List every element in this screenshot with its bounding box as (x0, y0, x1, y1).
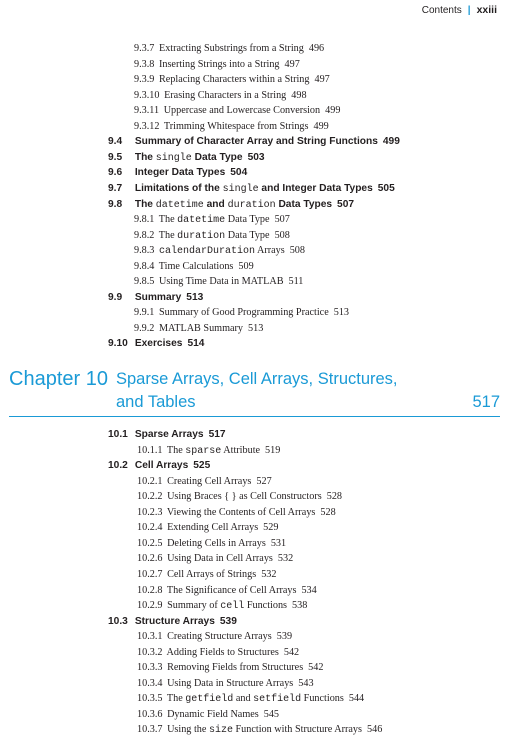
toc-entry-number: 9.3.7 (134, 43, 155, 54)
toc-entry-page: 511 (288, 276, 304, 288)
toc-subsection-entry[interactable] (137, 552, 293, 565)
toc-entry-page: 504 (230, 167, 248, 179)
toc-entry-page: 508 (289, 245, 305, 257)
toc-entry-page: 532 (277, 553, 294, 565)
toc-entry-title: The Significance of Cell Arrays (166, 584, 297, 596)
toc-entry-title: Data Type (225, 229, 270, 241)
toc-entry-code: size (208, 725, 233, 737)
toc-entry-title: The (134, 151, 156, 163)
toc-entry-page: 503 (247, 151, 265, 163)
toc-subsection-entry[interactable] (134, 58, 300, 71)
chapter-title-line1: Sparse Arrays, Cell Arrays, Structures, (116, 370, 398, 388)
toc-entry-number: 10.3.6 (137, 708, 163, 720)
toc-entry-page: 527 (256, 475, 272, 487)
toc-section-entry[interactable] (108, 151, 265, 165)
toc-entry-page: 542 (283, 646, 300, 658)
toc-section-entry[interactable] (108, 291, 203, 304)
toc-entry-page: 513 (333, 307, 350, 319)
toc-entry-title: Data Type (225, 214, 270, 226)
toc-entry-page: 497 (284, 58, 300, 70)
toc-entry-number: 10.3.1 (137, 631, 163, 643)
toc-entry-title: Adding Fields to Structures (166, 646, 279, 658)
toc-entry-title: Cell Arrays (134, 460, 189, 472)
toc-entry-number: 10.3.3 (137, 662, 163, 674)
toc-entry-title: Deleting Cells in Arrays (167, 537, 266, 549)
toc-subsection-entry[interactable] (137, 723, 382, 737)
toc-entry-title: Structure Arrays (134, 615, 215, 627)
toc-entry-page: 534 (301, 584, 317, 596)
toc-subsection-entry[interactable] (134, 229, 290, 243)
toc-subsection-entry[interactable] (134, 120, 329, 133)
toc-entry-title: Exercises (134, 338, 183, 350)
toc-entry-code: datetime (155, 199, 204, 211)
toc-entry-page: 513 (248, 322, 264, 334)
toc-entry-page: 507 (274, 214, 290, 226)
toc-entry-title: Attribute (221, 444, 261, 456)
toc-entry-number: 9.9 (108, 291, 123, 303)
toc-entry-page: 539 (219, 615, 237, 627)
toc-section-entry[interactable] (108, 198, 354, 212)
toc-entry-page: 498 (291, 89, 307, 101)
toc-entry-page: 497 (314, 74, 330, 86)
toc-entry-number: 9.3.8 (134, 58, 155, 70)
toc-entry-title: The (158, 214, 178, 226)
toc-entry-number: 9.8.2 (134, 229, 155, 241)
toc-entry-title: MATLAB Summary (158, 322, 244, 334)
running-header (422, 3, 497, 17)
toc-entry-code: calendarDuration (158, 246, 255, 258)
toc-entry-title: Extending Cell Arrays (167, 522, 259, 534)
toc-entry-page: 513 (186, 291, 204, 303)
toc-entry-title: The (166, 444, 186, 456)
toc-entry-title: and (233, 693, 254, 705)
toc-entry-number: 9.9.2 (134, 322, 155, 334)
toc-entry-number: 10.2.5 (137, 537, 163, 549)
toc-entry-code: getfield (185, 694, 234, 706)
toc-entry-title: Using the (167, 724, 209, 736)
toc-subsection-entry[interactable] (137, 568, 276, 581)
toc-entry-page: 499 (382, 136, 400, 148)
toc-entry-title: Dynamic Field Names (167, 708, 259, 720)
toc-entry-page: 525 (193, 460, 211, 472)
toc-entry-page: 532 (261, 568, 277, 580)
toc-entry-title: Using Time Data in MATLAB (158, 276, 284, 288)
toc-entry-title: Summary of Good Programming Practice (158, 307, 329, 319)
toc-entry-page: 544 (348, 693, 365, 705)
header-page-number: xxiii (476, 4, 497, 16)
toc-entry-number: 9.8.3 (134, 245, 155, 257)
toc-entry-number: 9.5 (108, 151, 123, 163)
toc-entry-title: Functions (244, 600, 288, 612)
toc-section-entry[interactable] (108, 459, 210, 472)
toc-entry-number: 9.10 (108, 338, 128, 350)
toc-subsection-entry[interactable] (134, 89, 307, 102)
toc-entry-title: Using Data in Cell Arrays (167, 553, 273, 565)
toc-entry-page: 531 (270, 537, 287, 549)
toc-entry-code: duration (227, 199, 276, 211)
toc-entry-page: 528 (326, 491, 342, 503)
toc-subsection-entry[interactable] (137, 677, 314, 690)
toc-subsection-entry[interactable] (134, 260, 254, 273)
toc-entry-title: Creating Cell Arrays (167, 475, 252, 487)
toc-entry-page: 546 (367, 724, 383, 736)
toc-entry-number: 9.7 (108, 182, 123, 194)
toc-entry-title: The (166, 693, 186, 705)
toc-entry-title: and Integer Data Types (258, 182, 373, 194)
toc-entry-page: 499 (325, 105, 341, 117)
toc-entry-number: 10.2.4 (137, 522, 163, 534)
toc-subsection-entry[interactable] (137, 584, 317, 597)
toc-entry-code: single (155, 152, 192, 164)
toc-entry-number: 10.2.9 (137, 600, 163, 612)
toc-subsection-entry[interactable] (137, 630, 292, 643)
toc-entry-title: Data Types (275, 198, 333, 210)
toc-entry-title: Arrays (254, 245, 285, 257)
toc-entry-number: 10.2.1 (137, 475, 163, 487)
toc-subsection-entry[interactable] (134, 42, 324, 55)
toc-entry-title: Creating Structure Arrays (167, 631, 272, 643)
toc-entry-title: and (203, 198, 228, 210)
toc-entry-title: Viewing the Contents of Cell Arrays (166, 506, 316, 518)
toc-entry-number: 9.8.5 (134, 276, 155, 288)
toc-entry-page: 545 (263, 708, 280, 720)
toc-entry-page: 542 (308, 662, 324, 674)
toc-entry-number: 9.3.11 (134, 105, 160, 117)
toc-entry-code: duration (177, 230, 226, 242)
toc-entry-number: 10.2.2 (137, 491, 163, 503)
toc-entry-page: 517 (208, 429, 226, 440)
toc-entry-number: 10.2.7 (137, 568, 163, 580)
toc-entry-page: 529 (263, 522, 279, 534)
toc-subsection-entry[interactable] (137, 521, 278, 534)
toc-entry-code: datetime (177, 215, 226, 227)
toc-subsection-entry[interactable] (137, 506, 336, 519)
chapter-rule (9, 416, 500, 417)
toc-entry-code: setfield (253, 694, 302, 706)
toc-entry-page: 496 (308, 43, 325, 54)
toc-entry-page: 508 (274, 229, 290, 241)
toc-entry-number: 9.3.12 (134, 120, 160, 132)
toc-entry-page: 543 (298, 677, 314, 689)
toc-section-entry[interactable] (108, 135, 400, 148)
toc-entry-title: Removing Fields from Structures (167, 662, 304, 674)
toc-entry-title: Function with Structure Arrays (232, 724, 362, 736)
toc-entry-number: 10.3.4 (137, 677, 163, 689)
toc-entry-number: 10.1 (108, 429, 128, 440)
toc-subsection-entry[interactable] (137, 708, 279, 721)
toc-section-entry[interactable] (108, 337, 204, 350)
toc-entry-page: 505 (377, 182, 395, 194)
toc-entry-number: 9.8.1 (134, 214, 155, 226)
toc-entry-title: The (158, 229, 178, 241)
toc-entry-number: 10.3 (108, 615, 128, 627)
toc-subsection-entry[interactable] (134, 104, 340, 117)
toc-entry-title: The (134, 198, 156, 210)
toc-entry-page: 509 (238, 260, 254, 272)
toc-entry-number: 10.2.3 (137, 506, 163, 518)
toc-entry-title: Summary of (167, 600, 221, 612)
toc-entry-code: sparse (185, 445, 222, 457)
toc-entry-title: Sparse Arrays (134, 429, 204, 440)
toc-subsection-entry[interactable] (134, 244, 305, 258)
toc-entry-page: 499 (313, 120, 329, 132)
toc-entry-title: Erasing Characters in a String (164, 89, 287, 101)
toc-entry-title: Summary (134, 291, 182, 303)
toc-subsection-entry[interactable] (137, 537, 286, 550)
toc-entry-title: Trimming Whitespace from Strings (163, 120, 309, 132)
toc-subsection-entry[interactable] (137, 444, 280, 458)
toc-entry-title: Data Type (191, 151, 243, 163)
toc-entry-title: Summary of Character Array and String Functions (134, 136, 378, 148)
header-label: Contents (421, 4, 462, 16)
toc-entry-number: 10.2 (108, 460, 128, 472)
toc-entry-code: single (222, 183, 259, 195)
toc-entry-number: 9.4 (108, 136, 123, 148)
toc-subsection-entry[interactable] (137, 646, 299, 659)
toc-subsection-entry[interactable] (137, 661, 323, 674)
toc-entry-page: 539 (276, 631, 293, 643)
toc-entry-title: Extracting Substrings from a String (158, 43, 304, 54)
toc-entry-title: Using Data in Structure Arrays (167, 677, 294, 689)
toc-entry-title: Cell Arrays of Strings (167, 568, 257, 580)
toc-section-entry[interactable] (108, 428, 226, 441)
toc-entry-number: 10.3.2 (137, 646, 163, 658)
toc-entry-number: 10.2.8 (137, 584, 163, 596)
toc-entry-page: 528 (320, 506, 336, 518)
toc-entry-page: 507 (337, 198, 355, 210)
toc-entry-title: Replacing Characters within a String (158, 74, 310, 86)
toc-entry-title: Using Braces { } as Cell Constructors (167, 491, 322, 503)
toc-entry-number: 9.6 (108, 167, 123, 179)
toc-entry-page: 519 (265, 444, 281, 456)
toc-subsection-entry[interactable] (134, 322, 263, 335)
toc-section-entry[interactable] (108, 166, 247, 179)
toc-subsection-entry[interactable] (134, 213, 290, 227)
toc-entry-title: Time Calculations (158, 260, 234, 272)
toc-entry-number: 9.9.1 (134, 307, 155, 319)
toc-entry-title: Limitations of the (134, 182, 223, 194)
toc-entry-title: Inserting Strings into a String (158, 58, 280, 70)
toc-entry-number: 9.8.4 (134, 260, 155, 272)
toc-subsection-entry[interactable] (134, 275, 303, 288)
toc-entry-number: 10.1.1 (137, 444, 163, 456)
toc-subsection-entry[interactable] (134, 306, 349, 319)
toc-section-entry[interactable] (108, 615, 237, 628)
toc-entry-title: Functions (301, 693, 344, 705)
toc-entry-number: 9.3.9 (134, 74, 155, 86)
toc-entry-code: cell (220, 601, 245, 613)
toc-entry-number: 10.3.7 (137, 724, 163, 736)
toc-entry-title: Integer Data Types (134, 167, 226, 179)
toc-section-entry[interactable] (108, 182, 395, 196)
toc-entry-page: 514 (187, 338, 205, 350)
toc-entry-number: 10.3.5 (137, 693, 163, 705)
toc-subsection-entry[interactable] (137, 692, 364, 706)
toc-entry-number: 9.3.10 (134, 89, 160, 101)
toc-entry-number: 10.2.6 (137, 553, 163, 565)
toc-subsection-entry[interactable] (134, 73, 330, 86)
toc-subsection-entry[interactable] (137, 599, 307, 613)
chapter-title-line2: and Tables (116, 393, 196, 411)
toc-entry-page: 538 (292, 600, 308, 612)
chapter-page-number: 517 (472, 393, 500, 411)
toc-entry-number: 9.8 (108, 198, 123, 210)
header-separator: | (467, 4, 471, 16)
toc-subsection-entry[interactable] (137, 475, 272, 488)
toc-subsection-entry[interactable] (137, 490, 342, 503)
chapter-label: Chapter 10 (9, 368, 108, 390)
toc-entry-title: Uppercase and Lowercase Conversion (163, 105, 321, 117)
